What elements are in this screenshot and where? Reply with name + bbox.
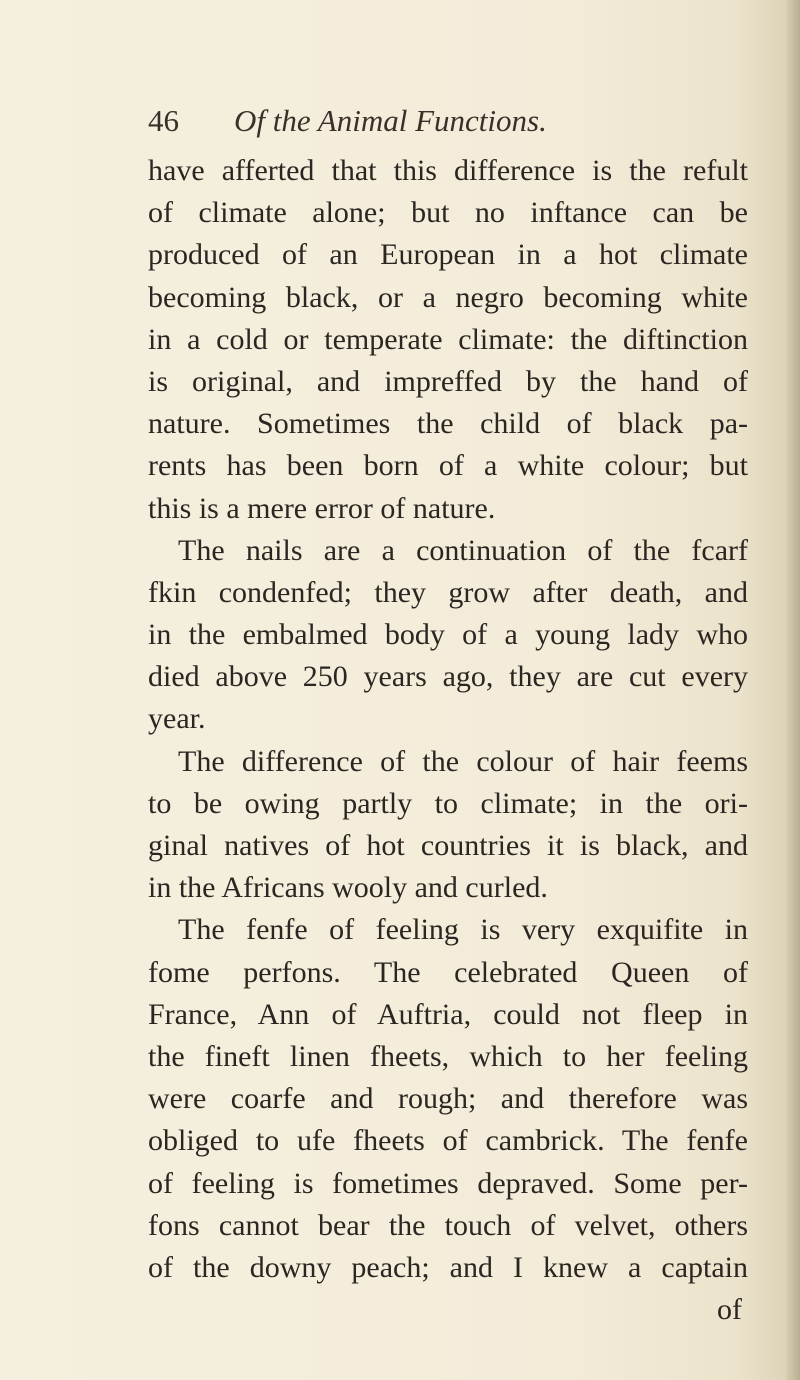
text-line: produced of an European in a hot climate — [148, 238, 748, 272]
text-line: ginal natives of hot countries it is black, and — [148, 829, 748, 862]
text-line: died above 250 years ago, they are cut every — [148, 660, 748, 694]
text-line: of climate alone; but no inftance can be — [148, 196, 748, 230]
text-line: this is a mere error of nature. — [148, 491, 496, 525]
running-head: Of the Animal Functions. — [234, 103, 547, 138]
text-line: in the Africans wooly and curled. — [148, 871, 548, 905]
text-line: The fenfe of feeling is very exquifite in — [178, 913, 748, 947]
text-line: in the embalmed body of a young lady who — [148, 618, 748, 652]
text-line: fons cannot bear the touch of velvet, others — [148, 1208, 748, 1242]
text-line: fkin condenfed; they grow after death, and — [148, 575, 748, 609]
text-line: the fineft linen fheets, which to her feeling — [148, 1039, 748, 1073]
text-line: The difference of the colour of hair feems — [178, 744, 748, 778]
text-line: obliged to ufe fheets of cambrick. The fenfe — [148, 1124, 748, 1158]
text-line: in a cold or temperate climate: the diftinction — [148, 322, 748, 356]
page-number: 46 — [148, 103, 179, 138]
text-line: is original, and impreffed by the hand of — [148, 364, 748, 398]
catchword: of — [717, 1293, 742, 1327]
body-text — [148, 150, 748, 1331]
text-line: have afferted that this difference is the refult — [148, 154, 748, 187]
text-line: of feeling is fometimes depraved. Some per- — [148, 1166, 748, 1200]
text-line: France, Ann of Auftria, could not fleep in — [148, 997, 748, 1031]
text-line: becoming black, or a negro becoming white — [148, 280, 748, 314]
text-line: to be owing partly to climate; in the ori- — [148, 786, 748, 820]
text-line: of the downy peach; and I knew a captain — [148, 1250, 748, 1284]
page-header — [148, 103, 708, 143]
text-line: The nails are a continuation of the fcarf — [178, 533, 748, 567]
text-line: fome perfons. The celebrated Queen of — [148, 955, 748, 989]
text-line: were coarfe and rough; and therefore was — [148, 1082, 748, 1116]
text-line: year. — [148, 702, 206, 736]
text-line: rents has been born of a white colour; but — [148, 449, 748, 483]
page-edge — [786, 0, 800, 1380]
text-line: nature. Sometimes the child of black pa- — [148, 407, 748, 441]
